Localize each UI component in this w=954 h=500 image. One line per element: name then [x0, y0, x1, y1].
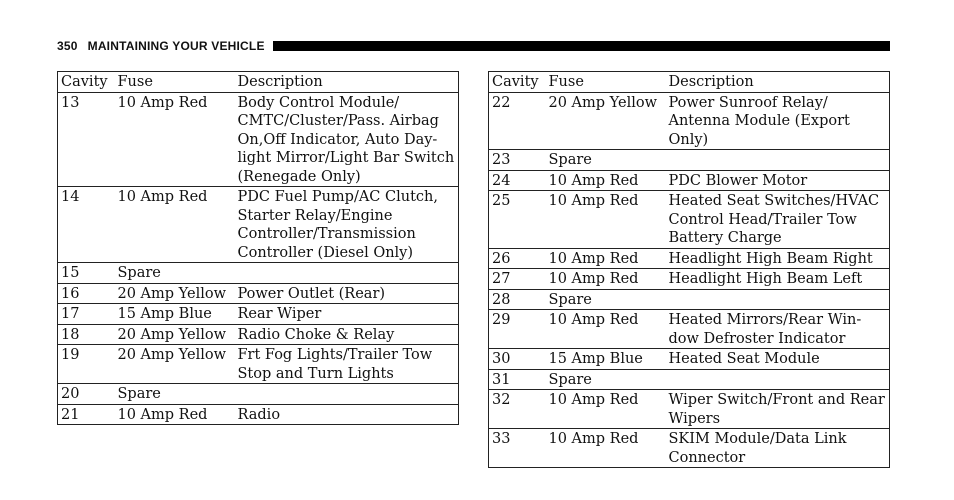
- cell-fuse: Spare: [115, 384, 235, 405]
- cell-cavity: 18: [58, 324, 115, 345]
- table-row: [489, 191, 890, 249]
- table-row: [58, 263, 459, 284]
- cell-description: Radio Choke & Relay: [235, 324, 459, 345]
- table-row: [489, 429, 890, 468]
- table-row: [489, 289, 890, 310]
- cell-fuse: 10 Amp Red: [546, 429, 666, 468]
- cell-cavity: 15: [58, 263, 115, 284]
- cell-fuse: 20 Amp Yellow: [115, 283, 235, 304]
- cell-fuse: Spare: [546, 289, 666, 310]
- cell-description: [235, 384, 459, 405]
- cell-cavity: 27: [489, 269, 546, 290]
- column-header-fuse: Fuse: [546, 72, 666, 93]
- cell-cavity: 24: [489, 170, 546, 191]
- table-row: [489, 92, 890, 150]
- cell-fuse: 20 Amp Yellow: [546, 92, 666, 150]
- section-title: MAINTAINING YOUR VEHICLE: [87, 39, 265, 53]
- table-row: [58, 304, 459, 325]
- page-number: 350: [57, 39, 78, 53]
- table-row: [58, 324, 459, 345]
- cell-description: [666, 289, 890, 310]
- column-header-cavity: Cavity: [58, 72, 115, 93]
- cell-cavity: 19: [58, 345, 115, 384]
- cell-fuse: 10 Amp Red: [546, 170, 666, 191]
- cell-fuse: 10 Amp Red: [546, 390, 666, 429]
- cell-fuse: 10 Amp Red: [546, 248, 666, 269]
- table-row: [58, 404, 459, 425]
- cell-cavity: 33: [489, 429, 546, 468]
- cell-description: Body Control Module/ CMTC/Cluster/Pass. Airbag On,Off Indicator, Auto Day-light Mirror/Light Bar Switch (Renegade Only): [235, 92, 459, 187]
- table-row: [58, 384, 459, 405]
- cell-cavity: 28: [489, 289, 546, 310]
- cell-description: Power Sunroof Relay/ Antenna Module (Export Only): [666, 92, 890, 150]
- column-header-description: Description: [235, 72, 459, 93]
- column-header-cavity: Cavity: [489, 72, 546, 93]
- column-header-description: Description: [666, 72, 890, 93]
- cell-fuse: Spare: [115, 263, 235, 284]
- cell-fuse: 10 Amp Red: [115, 92, 235, 187]
- cell-description: Power Outlet (Rear): [235, 283, 459, 304]
- cell-fuse: 10 Amp Red: [546, 269, 666, 290]
- cell-description: Heated Seat Module: [666, 349, 890, 370]
- cell-description: [666, 369, 890, 390]
- cell-fuse: 20 Amp Yellow: [115, 324, 235, 345]
- cell-fuse: Spare: [546, 369, 666, 390]
- table-row: [489, 349, 890, 370]
- cell-fuse: 15 Amp Blue: [546, 349, 666, 370]
- cell-cavity: 26: [489, 248, 546, 269]
- cell-cavity: 14: [58, 187, 115, 263]
- cell-cavity: 22: [489, 92, 546, 150]
- cell-description: Wiper Switch/Front and Rear Wipers: [666, 390, 890, 429]
- fuse-table-right: [488, 71, 890, 468]
- table-row: [58, 283, 459, 304]
- table-row: [58, 345, 459, 384]
- table-row: [58, 187, 459, 263]
- cell-cavity: 31: [489, 369, 546, 390]
- table-row: [58, 92, 459, 187]
- cell-cavity: 25: [489, 191, 546, 249]
- cell-cavity: 21: [58, 404, 115, 425]
- cell-fuse: 10 Amp Red: [115, 404, 235, 425]
- cell-description: Headlight High Beam Left: [666, 269, 890, 290]
- cell-fuse: 10 Amp Red: [115, 187, 235, 263]
- cell-cavity: 23: [489, 150, 546, 171]
- table-row: [489, 269, 890, 290]
- cell-description: Frt Fog Lights/Trailer Tow Stop and Turn Lights: [235, 345, 459, 384]
- table-row: [489, 248, 890, 269]
- table-row: [489, 170, 890, 191]
- cell-description: [235, 263, 459, 284]
- cell-description: SKIM Module/Data Link Connector: [666, 429, 890, 468]
- table-row: [489, 310, 890, 349]
- cell-cavity: 30: [489, 349, 546, 370]
- column-header-fuse: Fuse: [115, 72, 235, 93]
- cell-description: Headlight High Beam Right: [666, 248, 890, 269]
- cell-description: [666, 150, 890, 171]
- cell-cavity: 32: [489, 390, 546, 429]
- cell-description: Radio: [235, 404, 459, 425]
- table-header-row: [58, 72, 459, 93]
- cell-description: PDC Fuel Pump/AC Clutch, Starter Relay/Engine Controller/Transmission Controller (Diesel Only): [235, 187, 459, 263]
- header-rule: [273, 41, 890, 51]
- fuse-table-left: [57, 71, 459, 425]
- cell-cavity: 29: [489, 310, 546, 349]
- cell-fuse: 20 Amp Yellow: [115, 345, 235, 384]
- cell-cavity: 13: [58, 92, 115, 187]
- table-row: [489, 390, 890, 429]
- page-header: [57, 38, 890, 54]
- table-row: [489, 369, 890, 390]
- cell-fuse: Spare: [546, 150, 666, 171]
- cell-cavity: 17: [58, 304, 115, 325]
- cell-fuse: 10 Amp Red: [546, 310, 666, 349]
- cell-description: Rear Wiper: [235, 304, 459, 325]
- cell-fuse: 10 Amp Red: [546, 191, 666, 249]
- cell-description: Heated Seat Switches/HVAC Control Head/Trailer Tow Battery Charge: [666, 191, 890, 249]
- cell-description: Heated Mirrors/Rear Win-dow Defroster Indicator: [666, 310, 890, 349]
- cell-cavity: 20: [58, 384, 115, 405]
- table-row: [489, 150, 890, 171]
- table-header-row: [489, 72, 890, 93]
- cell-cavity: 16: [58, 283, 115, 304]
- cell-description: PDC Blower Motor: [666, 170, 890, 191]
- cell-fuse: 15 Amp Blue: [115, 304, 235, 325]
